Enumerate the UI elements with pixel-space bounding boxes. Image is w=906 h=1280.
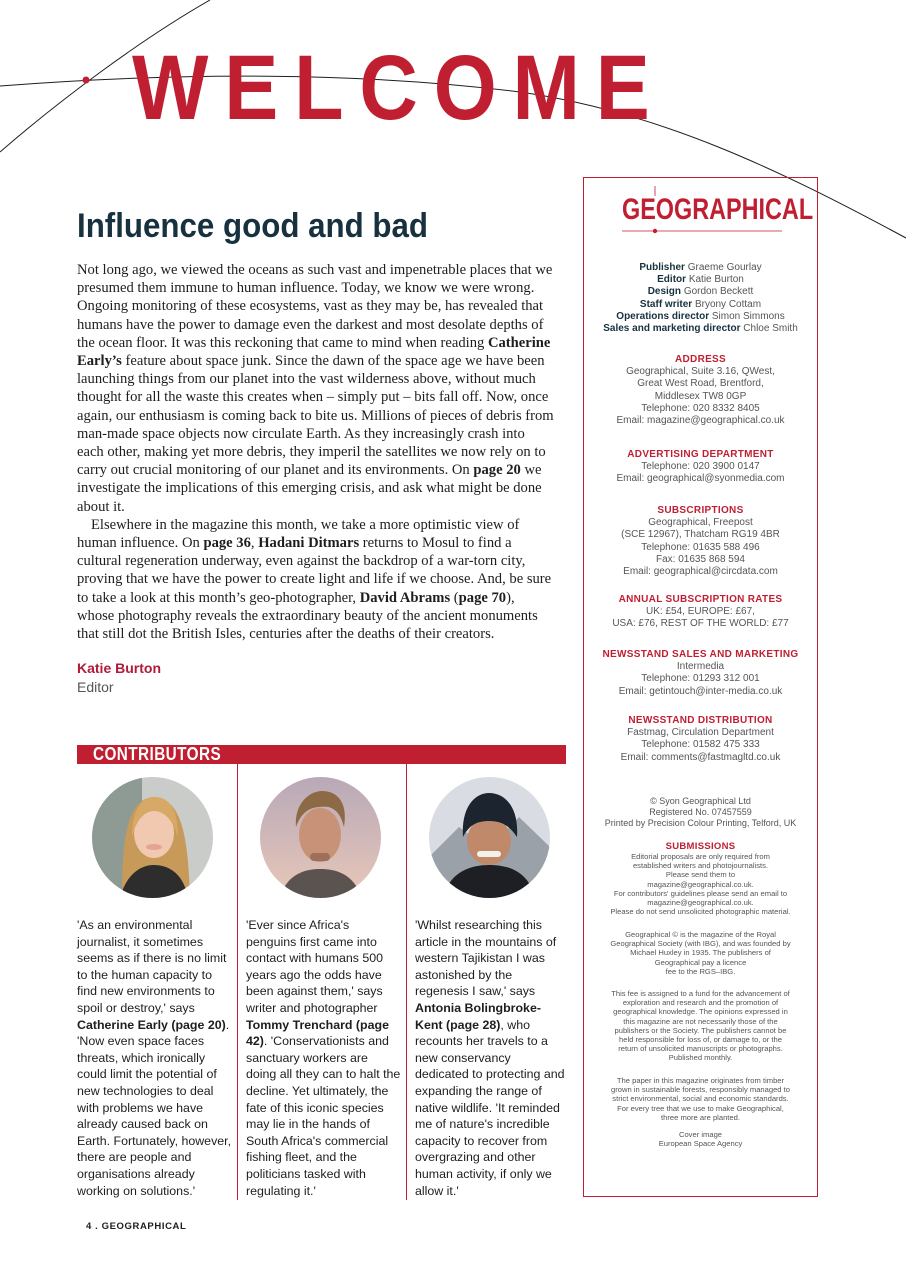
masthead-advertising: ADVERTISING DEPARTMENT Telephone: 020 3900 0147 Email: geographical@syonmedia.com (584, 449, 817, 486)
avatar-tommy-trenchard (260, 777, 381, 898)
masthead-submissions: SUBMISSIONS Editorial proposals are only required from established writers and photojournalists. Please send them to magazine@geographical.co.uk. For contributors' guidelines please send an email to magazine@geographical.co.uk. Please do not send unsolicited photographic material. (610, 841, 791, 917)
email-link[interactable]: Email: magazine@geographical.co.uk (616, 415, 785, 427)
contributor-quote-1: 'As an environmental journalist, it sometimes seems as if there is no limit to the human capacity to find new environments to spoil or destroy,' says Catherine Early (page 20). 'Now even space faces threats, which ironically could limit the potential of new technologies to deal with problems we have already caused back on Earth. Fortunately, however, there are people and organisations already working on solutions.' (77, 918, 232, 1198)
column-divider (406, 764, 407, 1200)
page-title: WELCOME (132, 37, 666, 139)
email-link[interactable]: Email: geographical@syonmedia.com (616, 473, 785, 485)
signature-role: Editor (77, 679, 114, 695)
masthead-fund-note: This fee is assigned to a fund for the advancement of exploration and research and the promotion of geographical knowledge. The opinions expressed in this magazine are not necessarily those of the publishers or the Society. The publishers cannot be held responsible for loss of, or damage to, or the return of unsolicited manuscripts or photographs. Published monthly. (611, 989, 790, 1063)
masthead-address: ADDRESS Geographical, Suite 3.16, QWest, Great West Road, Brentford, Middlesex TW8 0GP Telephone: 020 8332 8405 Email: magazine@geographical.co.uk (584, 354, 817, 427)
staff-line: Publisher Graeme Gourlay (639, 262, 762, 273)
masthead-paper-note: The paper in this magazine originates from timber grown in sustainable forests, responsibly managed to strict environmental, social and economic standards. For every tree that we use to make Geographical, three more are planted. (611, 1076, 790, 1122)
masthead-cover-credit: Cover image European Space Agency (658, 1130, 743, 1149)
contributors-title: CONTRIBUTORS (93, 744, 222, 764)
masthead-subscriptions: SUBSCRIPTIONS Geographical, Freepost (SCE 12967), Thatcham RG19 4BR Telephone: 01635 588 496 Fax: 01635 868 594 Email: geographical@circdata.com (584, 505, 817, 578)
staff-line: Design Gordon Beckett (647, 286, 754, 298)
staff-line: Operations director Simon Simmons (616, 310, 785, 322)
staff-line: Sales and marketing director Chloe Smith (603, 323, 798, 335)
contributor-quote-3: 'Whilst researching this article in the mountains of western Tajikistan I was astonished by the regenesis I saw,' says Antonia Bolingbroke-Kent (page 28), who recounts her travels to a new conservancy dedicated to protecting and expanding the range of native wildlife. 'It reminded me of nature's incredible capacity to recover from overgrazing and other human activity, if only we allow it.' (415, 918, 565, 1198)
geographical-logo: GEOGRAPHICAL (622, 193, 814, 226)
column-divider (237, 764, 238, 1200)
email-link[interactable]: Email: comments@fastmagltd.co.uk (620, 751, 781, 763)
staff-line: Staff writer Bryony Cottam (639, 298, 762, 310)
masthead-company: © Syon Geographical Ltd Registered No. 07457559 Printed by Precision Colour Printing, Telford, UK (604, 796, 797, 828)
article-paragraph-1: Not long ago, we viewed the oceans as such vast and impenetrable places that we presumed them immune to human influence. Today, we know we were wrong. Ongoing monitoring of these ecosystems, vast as they may be, has revealed that humans have the power to damage even the darkest and most desolate depths of the ocean floor. It was this reckoning that came to mind when reading Catherine Early’s feature about space junk. Since the dawn of the space age we have been launching things from our planet into the vast wilderness above, without much thought for all the waste this creates when – simply put – bits fall off. Now, once again, our enthusiasm is coming back to bite us. Millions of pieces of debris from man-made space objects now circulate Earth. As they increasingly crash into each other, making yet more debris, they imperil the satellites we now rely on to carry out crucial monitoring of our planet and its environments. On page 20 we investigate the implications of this emerging crisis, and ask what might be done about it. (77, 262, 554, 515)
article-paragraph-2: Elsewhere in the magazine this month, we take a more optimistic view of human influence. On page 36, Hadani Ditmars returns to Mosul to find a cultural regeneration underway, even against the backdrop of a war-torn city, proving that we have the power to create light and life if we choose. And, be sure to take a look at this month’s geo-photographer, David Abrams (page 70), whose photography reveals the extraordinary beauty of the ancient monuments that still dot the British Isles, centuries after the deaths of their creators. (77, 516, 552, 643)
contributors-bar (77, 745, 566, 764)
email-link[interactable]: Email: geographical@circdata.com (623, 566, 778, 578)
masthead-panel (583, 177, 818, 1197)
masthead-newsstand-distribution: NEWSSTAND DISTRIBUTION Fastmag, Circulation Department Telephone: 01582 475 333 Email: comments@fastmagltd.co.uk (584, 715, 817, 764)
logo-orbit-icon (622, 186, 782, 236)
masthead-newsstand-sales: NEWSSTAND SALES AND MARKETING Intermedia Telephone: 01293 312 001 Email: getintouch@inter-media.co.uk (584, 649, 817, 698)
masthead-rates: ANNUAL SUBSCRIPTION RATES UK: £54, EUROPE: £67, USA: £76, REST OF THE WORLD: £77 (612, 594, 789, 630)
article-headline: Influence good and bad (77, 207, 429, 245)
orbit-dot-icon (83, 77, 90, 84)
signature-name: Katie Burton (77, 660, 161, 676)
avatar-catherine-early (92, 777, 213, 898)
masthead-rgs-note: Geographical © is the magazine of the Royal Geographical Society (with IBG), and was founded by Michael Huxley in 1935. The publishers of Geographical pay a licence fee to the RGS–IBG. (610, 930, 791, 976)
page-footer-label: 4 . GEOGRAPHICAL (86, 1221, 187, 1232)
article-body (77, 261, 554, 643)
masthead-staff (584, 262, 817, 335)
avatar-antonia-bolingbroke-kent (429, 777, 550, 898)
email-link[interactable]: Email: getintouch@inter-media.co.uk (618, 685, 783, 697)
contributor-quote-2: 'Ever since Africa's penguins first came into contact with humans 500 years ago the odds have been against them,' says writer and photographer Tommy Trenchard (page 42). 'Conservationists and sanctuary workers are doing all they can to halt the decline. Yet ultimately, the fate of this iconic species may lie in the hands of South Africa's commercial fishing fleet, and the politicians tasked with regulating it.' (246, 918, 401, 1198)
staff-line: Editor Katie Burton (657, 274, 744, 286)
